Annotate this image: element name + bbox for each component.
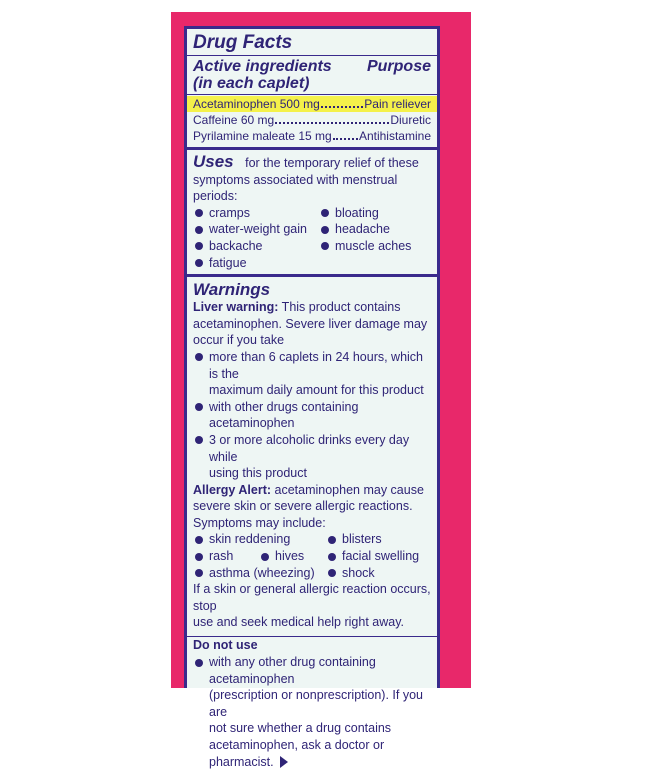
ingredient-purpose: Diuretic — [390, 113, 431, 127]
allergy-alert-text: severe skin or severe allergic reactions. — [193, 499, 413, 514]
active-ingredients-heading: Active ingredients — [193, 58, 332, 75]
continue-arrow-icon — [280, 756, 288, 768]
liver-warning-list — [193, 349, 431, 482]
leader-dots — [333, 128, 358, 140]
warnings-heading: Warnings — [193, 280, 271, 300]
list-item: facial swelling — [326, 548, 431, 565]
allergy-alert-text: Symptoms may include: — [193, 515, 326, 530]
list-item: blisters — [326, 531, 431, 548]
do-not-use-heading: Do not use — [193, 638, 258, 653]
ingredient-purpose: Antihistamine — [358, 129, 431, 143]
warnings-section — [187, 277, 437, 770]
list-item: shock — [326, 565, 431, 582]
drug-facts-panel — [184, 26, 440, 769]
ingredient-purpose: Pain reliever — [364, 97, 431, 111]
page-title: Drug Facts — [187, 29, 437, 56]
ingredient-row — [193, 128, 431, 147]
do-not-use-list — [193, 654, 431, 770]
leader-dots — [275, 112, 389, 124]
uses-section — [187, 150, 437, 277]
list-item: cramps — [193, 205, 319, 222]
active-ingredients-section — [187, 29, 437, 150]
leader-dots — [321, 96, 364, 108]
list-item: water-weight gain — [193, 221, 319, 238]
ingredient-name: Pyrilamine maleate 15 mg — [193, 129, 332, 143]
stop-use-text: use and seek medical help right away. — [193, 615, 404, 630]
uses-list-left — [193, 205, 319, 271]
stop-use-text: If a skin or general allergic reaction occurs, stop — [193, 582, 431, 613]
purpose-heading: Purpose — [366, 58, 431, 75]
allergy-alert-text: acetaminophen may cause — [271, 482, 424, 497]
uses-intro: for the temporary relief of these — [245, 156, 419, 170]
ingredient-row — [187, 96, 437, 112]
list-item: with any other drug containing acetaminophen (prescription or nonprescription). If you are not sure whether a drug contains acetaminophen, ask a doctor or pharmacist. — [193, 654, 431, 770]
list-item: skin reddening — [193, 531, 326, 548]
ingredient-name: Acetaminophen 500 mg — [193, 97, 320, 111]
list-item: rash — [193, 548, 259, 565]
list-item: with other drugs containing acetaminophen — [193, 399, 431, 432]
liver-warning-label: Liver warning: — [193, 300, 279, 315]
list-item: backache — [193, 238, 319, 255]
uses-heading: Uses — [193, 152, 234, 171]
liver-warning-text: acetaminophen. Severe liver damage may — [193, 316, 428, 331]
symptoms-list — [193, 531, 431, 581]
list-item: asthma (wheezing) — [193, 565, 326, 582]
list-item: muscle aches — [319, 238, 431, 255]
list-item: 3 or more alcoholic drinks every day while using this product — [193, 432, 431, 482]
list-item: headache — [319, 221, 431, 238]
list-item: bloating — [319, 205, 431, 222]
uses-intro-cont: symptoms associated with menstrual periods: — [193, 172, 398, 204]
uses-list-right — [319, 205, 431, 271]
list-item: fatigue — [193, 255, 319, 272]
ingredient-row — [193, 112, 431, 128]
liver-warning-text: occur if you take — [193, 333, 285, 348]
active-ingredients-subheading: (in each caplet) — [187, 75, 437, 95]
list-item: more than 6 caplets in 24 hours, which is the maximum daily amount for this product — [193, 349, 431, 399]
liver-warning-text: This product contains — [278, 300, 401, 315]
list-item: hives — [259, 548, 326, 565]
allergy-alert-label: Allergy Alert: — [193, 482, 272, 497]
ingredient-name: Caffeine 60 mg — [193, 113, 275, 127]
